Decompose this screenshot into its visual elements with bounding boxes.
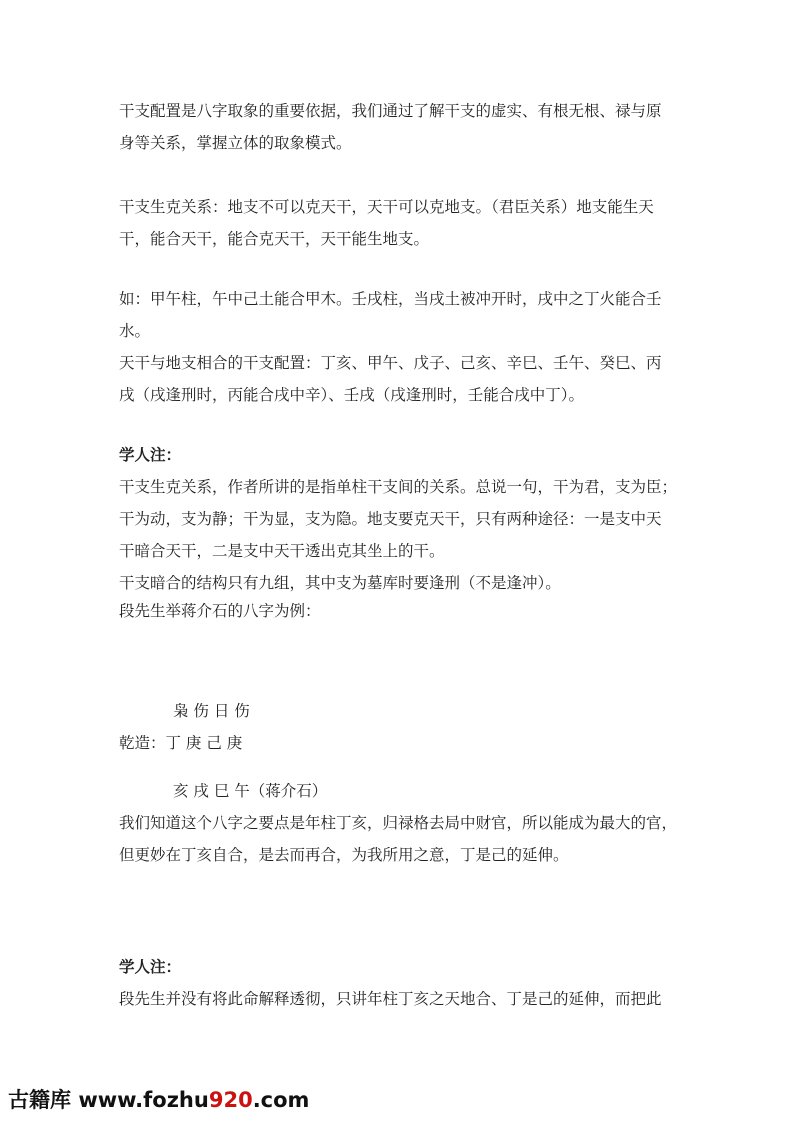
bazi-stems-row: 乾造：丁 庚 己 庚 [119,734,243,752]
url-number: 920 [208,1088,253,1112]
paragraph-line: 如：甲午柱，午中己土能合甲木。壬戌柱，当戌土被冲开时，戌中之丁火能合壬 [119,290,662,308]
paragraph-line: 干支生克关系：地支不可以克天干，天干可以克地支。（君臣关系）地支能生天 [119,198,654,216]
paragraph-line: 干支暗合的结构只有九组，其中支为墓库时要逢刑（不是逢冲）。 [119,574,561,592]
bazi-branches-row: 亥 戌 巳 午（蒋介石） [173,782,328,800]
paragraph-line: 干支生克关系，作者所讲的是指单柱干支间的关系。总说一句，干为君，支为臣； [119,478,678,496]
paragraph-line: 但更妙在丁亥自合，是去而再合，为我所用之意，丁是己的延伸。 [119,846,569,864]
bazi-shishen-row: 枭 伤 日 伤 [173,702,250,720]
paragraph-line: 干，能合天干，能合克天干，天干能生地支。 [119,230,430,248]
paragraph-line: 干支配置是八字取象的重要依据，我们通过了解干支的虚实、有根无根、禄与原 [119,102,662,120]
paragraph-line: 干为动，支为静；干为显，支为隐。地支要克天干，只有两种途径：一是支中天 [119,510,662,528]
site-name: 古籍库 [8,1088,71,1112]
paragraph-line: 天干与地支相合的干支配置：丁亥、甲午、戊子、己亥、辛巳、壬午、癸巳、丙 [119,354,662,372]
paragraph-line: 戌（戌逢刑时，丙能合戌中辛）、壬戌（戌逢刑时，壬能合戌中丁）。 [119,386,585,404]
paragraph-line: 段先生并没有将此命解释透彻，只讲年柱丁亥之天地合、丁是己的延伸，而把此 [119,990,662,1008]
watermark-footer [8,1086,309,1114]
url-prefix: www.fozhu [78,1088,209,1112]
note-heading: 学人注： [119,446,182,464]
paragraph-line: 段先生举蒋介石的八字为例： [119,602,321,620]
paragraph-line: 身等关系，掌握立体的取象模式。 [119,134,352,152]
url-suffix: .com [252,1088,310,1112]
note-heading: 学人注： [119,958,182,976]
paragraph-line: 水。 [119,322,151,340]
site-url [78,1088,309,1112]
paragraph-line: 我们知道这个八字之要点是年柱丁亥，归禄格去局中财官，所以能成为最大的官， [119,814,678,832]
paragraph-line: 干暗合天干，二是支中天干透出克其坐上的干。 [119,542,445,560]
